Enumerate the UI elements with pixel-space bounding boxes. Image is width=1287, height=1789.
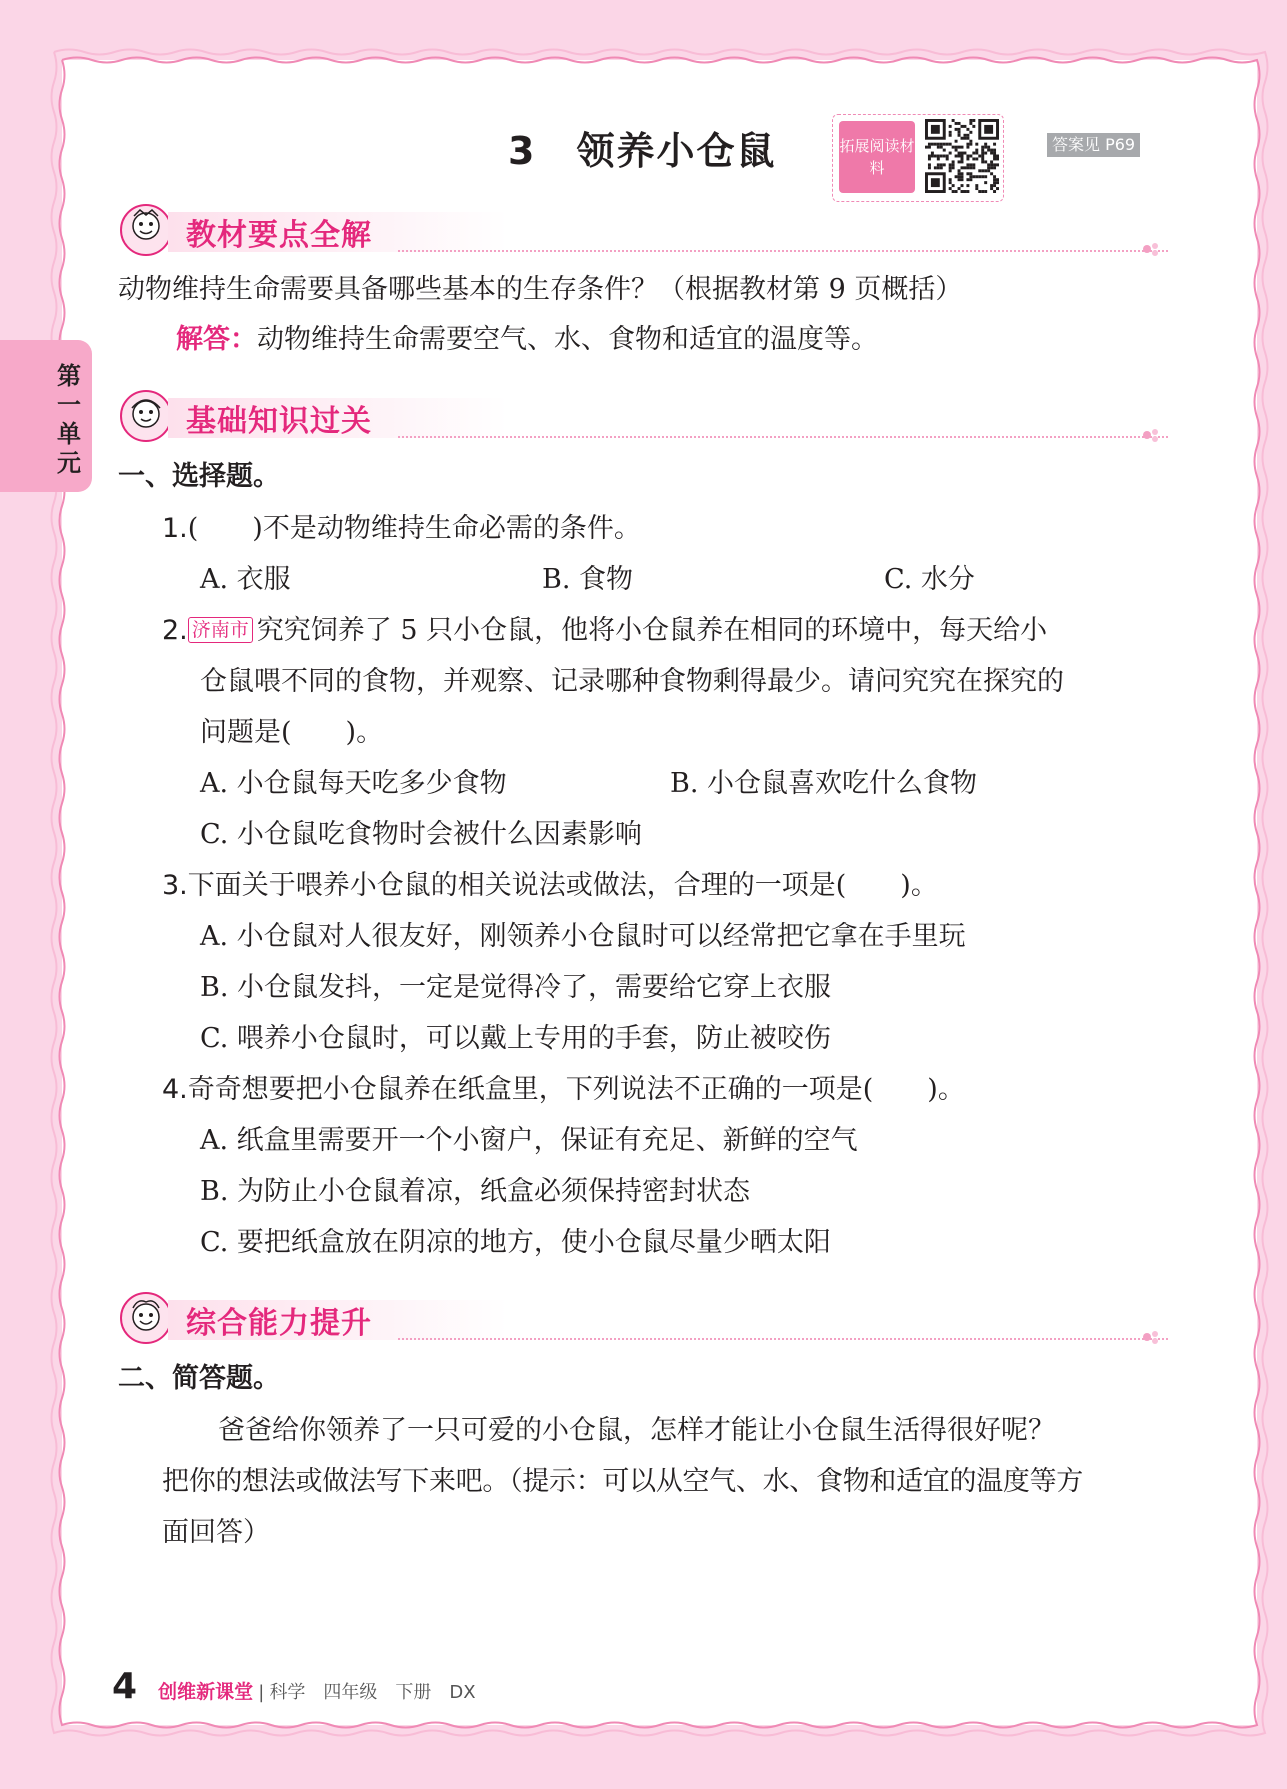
question-stem: 下面关于喂养小仓鼠的相关说法或做法，合理的一项是( )。 <box>187 870 938 901</box>
section-title: 基础知识过关 <box>186 404 372 439</box>
part2-heading: 二、简答题。 <box>118 1363 280 1394</box>
region-tag: 济南市 <box>188 617 253 643</box>
q2-option-b[interactable]: B. 小仓鼠喜欢吃什么食物 <box>670 768 978 799</box>
extension-reading-box[interactable] <box>832 114 1004 202</box>
question-stem: 奇奇想要把小仓鼠养在纸盒里，下列说法不正确的一项是( )。 <box>187 1074 965 1105</box>
question-2-line-2: 仓鼠喂不同的食物，并观察、记录哪种食物剩得最少。请问究究在探究的 <box>200 666 1064 697</box>
mascot-icon <box>118 202 174 258</box>
q1-option-b[interactable]: B. 食物 <box>542 564 634 595</box>
flower-decoration-icon <box>1138 1328 1166 1346</box>
q3-option-b[interactable]: B. 小仓鼠发抖，一定是觉得冷了，需要给它穿上衣服 <box>200 972 832 1003</box>
page-number: 4 <box>112 1666 138 1707</box>
unit-side-tab-label: 第一单元 <box>57 362 81 477</box>
unit-side-tab[interactable] <box>0 340 92 492</box>
key-point-answer <box>176 323 878 357</box>
section-header-comprehensive <box>118 1290 1168 1346</box>
answer-text: 动物维持生命需要空气、水、食物和适宜的温度等。 <box>257 324 878 355</box>
q1-option-a[interactable]: A. 衣服 <box>200 564 291 595</box>
section-title: 教材要点全解 <box>186 218 372 253</box>
question-1 <box>162 512 641 546</box>
question-stem: ( )不是动物维持生命必需的条件。 <box>187 513 641 544</box>
q4-option-b[interactable]: B. 为防止小仓鼠着凉，纸盒必须保持密封状态 <box>200 1176 751 1207</box>
q3-option-a[interactable]: A. 小仓鼠对人很友好，刚领养小仓鼠时可以经常把它拿在手里玩 <box>200 921 966 952</box>
section-header-basic-knowledge <box>118 388 1168 444</box>
question-number: 4. <box>162 1074 188 1105</box>
question-4 <box>162 1073 965 1107</box>
q4-option-c[interactable]: C. 要把纸盒放在阴凉的地方，使小仓鼠尽量少晒太阳 <box>200 1227 831 1258</box>
part1-heading: 一、选择题。 <box>118 461 280 492</box>
flower-decoration-icon <box>1138 426 1166 444</box>
section-title: 综合能力提升 <box>186 1306 372 1341</box>
question-text: 究究饲养了 5 只小仓鼠，他将小仓鼠养在相同的环境中，每天给小 <box>256 615 1048 646</box>
question-number: 2. <box>162 615 188 646</box>
footer-divider: | <box>258 1682 265 1703</box>
question-2-line-3: 问题是( )。 <box>200 717 384 748</box>
extension-reading-label: 拓展阅读材料 <box>839 121 915 193</box>
part2-line-2: 把你的想法或做法写下来吧。（提示：可以从空气、水、食物和适宜的温度等方 <box>162 1466 1083 1497</box>
lesson-title: 3 领养小仓鼠 <box>508 129 777 173</box>
question-number: 3. <box>162 870 188 901</box>
q1-option-c[interactable]: C. 水分 <box>884 564 975 595</box>
series-name: 创维新课堂 <box>158 1681 254 1703</box>
q4-option-a[interactable]: A. 纸盒里需要开一个小窗户，保证有充足、新鲜的空气 <box>200 1125 858 1156</box>
key-point-question: 动物维持生命需要具备哪些基本的生存条件？（根据教材第 9 页概括） <box>118 274 963 305</box>
question-number: 1. <box>162 513 188 544</box>
qr-code-icon[interactable] <box>925 119 999 193</box>
part2-line-3: 面回答） <box>162 1517 270 1548</box>
question-3 <box>162 869 938 903</box>
q2-option-a[interactable]: A. 小仓鼠每天吃多少食物 <box>200 768 507 799</box>
mascot-icon <box>118 388 174 444</box>
flower-decoration-icon <box>1138 240 1166 258</box>
part2-line-1: 爸爸给你领养了一只可爱的小仓鼠，怎样才能让小仓鼠生活得很好呢？ <box>218 1415 1055 1446</box>
page-footer <box>112 1666 476 1707</box>
q3-option-c[interactable]: C. 喂养小仓鼠时，可以戴上专用的手套，防止被咬伤 <box>200 1023 831 1054</box>
question-2-line-1 <box>162 614 1047 648</box>
book-info: 科学 四年级 下册 DX <box>269 1682 476 1703</box>
section-header-key-points <box>118 202 1168 258</box>
answer-label: 解答： <box>176 324 257 355</box>
q2-option-c[interactable]: C. 小仓鼠吃食物时会被什么因素影响 <box>200 819 642 850</box>
answer-reference-badge: 答案见 P69 <box>1047 133 1140 157</box>
mascot-icon <box>118 1290 174 1346</box>
